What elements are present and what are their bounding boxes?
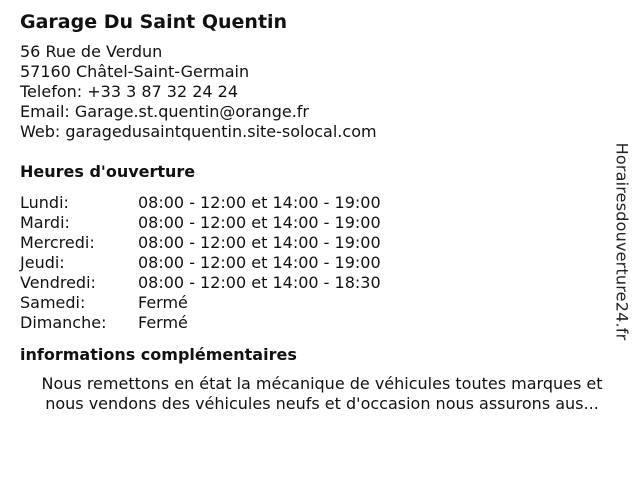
site-watermark	[611, 137, 633, 345]
hours-time: 08:00 - 12:00 et 14:00 - 19:00	[138, 213, 381, 232]
hours-time: 08:00 - 12:00 et 14:00 - 19:00	[138, 233, 381, 252]
hours-time: 08:00 - 12:00 et 14:00 - 18:30	[138, 273, 381, 292]
hours-row-thursday	[20, 253, 620, 273]
hours-time: Fermé	[138, 313, 188, 332]
hours-row-friday	[20, 273, 620, 293]
address-block	[20, 42, 620, 142]
info-line-2: nous vendons des véhicules neufs et d'occasion nous assurons aus...	[45, 394, 599, 413]
hours-row-monday	[20, 193, 620, 213]
info-line-1: Nous remettons en état la mécanique de véhicules toutes marques et	[41, 374, 603, 393]
street-address: 56 Rue de Verdun	[20, 42, 163, 61]
hours-day: Mardi:	[20, 213, 70, 232]
hours-row-sunday	[20, 313, 620, 333]
hours-row-tuesday	[20, 213, 620, 233]
business-name: Garage Du Saint Quentin	[20, 11, 288, 33]
website-line: Web: garagedusaintquentin.site-solocal.com	[20, 122, 377, 141]
hours-row-saturday	[20, 293, 620, 313]
additional-info-heading: informations complémentaires	[20, 345, 297, 364]
hours-row-wednesday	[20, 233, 620, 253]
hours-time: 08:00 - 12:00 et 14:00 - 19:00	[138, 193, 381, 212]
hours-day: Vendredi:	[20, 273, 96, 292]
site-watermark-text: Horairesdouverture24.fr	[612, 142, 632, 340]
hours-time: 08:00 - 12:00 et 14:00 - 19:00	[138, 253, 381, 272]
hours-day: Jeudi:	[20, 253, 65, 272]
hours-day: Lundi:	[20, 193, 69, 212]
email-line: Email: Garage.st.quentin@orange.fr	[20, 102, 309, 121]
additional-info-text	[17, 374, 627, 414]
opening-hours-heading: Heures d'ouverture	[20, 162, 196, 181]
hours-day: Samedi:	[20, 293, 86, 312]
postal-city: 57160 Châtel-Saint-Germain	[20, 62, 250, 81]
hours-time: Fermé	[138, 293, 188, 312]
business-card	[20, 10, 620, 414]
hours-day: Dimanche:	[20, 313, 107, 332]
opening-hours-table	[20, 193, 620, 333]
phone-line: Telefon: +33 3 87 32 24 24	[20, 82, 239, 101]
hours-day: Mercredi:	[20, 233, 95, 252]
